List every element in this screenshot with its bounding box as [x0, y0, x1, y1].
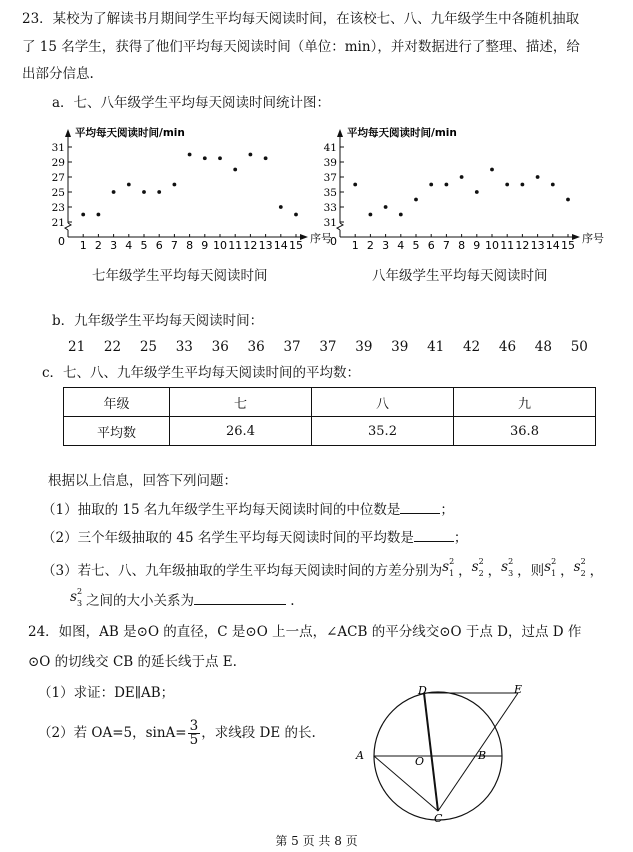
x-tick-label: 1 [79, 239, 87, 252]
x-tick-label: 11 [228, 239, 243, 252]
data-point [429, 183, 433, 187]
chart-grade8 [322, 125, 602, 255]
answer-intro: 根据以上信息，回答下列问题： [48, 473, 237, 489]
data-point [294, 213, 298, 217]
grade9-value: 46 [498, 339, 517, 355]
data-point [384, 205, 388, 209]
point-o-label: O [415, 755, 425, 768]
table-cell: 35.2 [312, 417, 454, 446]
q23-sub3-line2: s 2 3 之间的大小关系为 . [70, 587, 295, 609]
data-point [353, 183, 357, 187]
table-row [64, 388, 596, 417]
q23-sub3-then: ，则 [517, 563, 545, 579]
q23-stem-line3: 出部分信息. [22, 66, 94, 82]
point-b-label: B [478, 749, 487, 762]
grade9-value: 42 [462, 339, 481, 355]
q23-sub3: （3）若七、八、九年级抽取的学生平均每天阅读时间的方差分别为 s 2 1 ， s 2 2 ， s 2 3 ，则 s 2 1 ， s 2 2 ， [42, 557, 604, 579]
origin-label: 0 [330, 235, 337, 248]
data-point [142, 190, 146, 194]
chart7-caption: 七年级学生平均每天阅读时间 [92, 268, 268, 284]
circle-figure [340, 680, 550, 825]
q24-stem-line2: ⊙O 的切线交 CB 的延长线于点 E. [28, 654, 237, 670]
x-tick-label: 1 [351, 239, 359, 252]
x-tick-label: 5 [140, 239, 148, 252]
x-tick-label: 2 [94, 239, 102, 252]
x-tick-label: 3 [110, 239, 118, 252]
segment-ac [374, 756, 438, 811]
x-tick-label: 7 [442, 239, 450, 252]
y-tick-label: 33 [323, 202, 337, 214]
x-tick-label: 7 [170, 239, 178, 252]
grade9-value: 37 [283, 339, 301, 355]
y-tick-label: 21 [51, 217, 65, 229]
grade9-value: 33 [175, 339, 193, 355]
chart8-caption: 八年级学生平均每天阅读时间 [372, 268, 548, 284]
q23-sub2 [42, 528, 467, 547]
average-table [63, 387, 596, 446]
point-a-label: A [356, 749, 364, 762]
y-tick-label: 37 [323, 172, 337, 184]
data-point [264, 156, 268, 160]
x-tick-label: 6 [155, 239, 163, 252]
q24-sub1: （1）求证：DE∥AB； [38, 685, 175, 701]
data-point [173, 183, 177, 187]
fraction-denominator: 5 [189, 732, 199, 748]
data-point [249, 153, 253, 157]
fraction-numerator: 3 [189, 718, 199, 734]
axis-break [65, 223, 71, 230]
x-tick-label: 11 [500, 239, 515, 252]
origin-label: 0 [58, 235, 65, 248]
x-tick-label: 6 [427, 239, 435, 252]
y-tick-label: 41 [323, 142, 337, 154]
data-point [233, 168, 237, 172]
table-header-cell: 七 [170, 388, 312, 417]
data-point [127, 183, 131, 187]
data-point [521, 183, 525, 187]
grade9-value: 50 [570, 339, 588, 355]
q23-stem-line2: 了 15 名学生，获得了他们平均每天阅读时间（单位：min），并对数据进行了整理、描述，给 [22, 39, 580, 55]
y-axis-label: 平均每天阅读时间/min [347, 127, 457, 139]
grade9-value: 22 [103, 339, 122, 355]
fraction [188, 720, 201, 747]
q23-part-b: b．九年级学生平均每天阅读时间： [52, 313, 264, 329]
data-point [475, 190, 479, 194]
x-tick-label: 4 [397, 239, 405, 252]
x-tick-label: 5 [412, 239, 420, 252]
table-cell: 36.8 [454, 417, 596, 446]
q23-sub3-end: . [290, 593, 295, 609]
grade9-value: 39 [355, 339, 373, 355]
data-point [157, 190, 161, 194]
grade9-value: 37 [319, 339, 337, 355]
data-point [566, 198, 570, 202]
y-tick-label: 27 [51, 172, 65, 184]
x-tick-label: 14 [545, 239, 560, 252]
x-tick-label: 13 [530, 239, 545, 252]
q23-sub2-end: ； [453, 530, 468, 546]
q24-sub2 [38, 720, 316, 747]
x-tick-label: 9 [201, 239, 209, 252]
x-tick-label: 9 [473, 239, 481, 252]
data-point [460, 175, 464, 179]
q23-sub1-text: （1）抽取的 15 名九年级学生平均每天阅读时间的中位数是 [42, 502, 401, 518]
x-tick-label: 15 [561, 239, 575, 252]
grade9-value: 36 [247, 339, 265, 355]
x-tick-label: 12 [515, 239, 530, 252]
data-point [81, 213, 85, 217]
data-point [279, 205, 283, 209]
y-axis-arrow [65, 129, 71, 137]
q24-stem-line1: 24．如图，AB 是⊙O 的直径，C 是⊙O 上一点，∠ACB 的平分线交⊙O 于点 D，过点 D 作 [28, 624, 582, 640]
data-point [369, 213, 373, 217]
grade9-value: 41 [427, 339, 445, 355]
data-point [399, 213, 403, 217]
y-axis-arrow [337, 129, 343, 137]
q23-part-c: c．七、八、九年级学生平均每天阅读时间的平均数： [42, 365, 361, 381]
x-axis-label: 序号 [310, 232, 332, 245]
q23-stem-line1: 23．某校为了解读书月期间学生平均每天阅读时间，在该校七、八、九年级学生中各随机抽取 [22, 11, 580, 27]
q23-sub1 [42, 500, 454, 519]
answer-blank [194, 591, 286, 605]
data-point [97, 213, 101, 217]
x-tick-label: 12 [243, 239, 258, 252]
table-cell: 26.4 [170, 417, 312, 446]
point-d-label: D [418, 684, 427, 697]
axis-break [337, 223, 343, 230]
answer-blank [414, 528, 454, 542]
grade9-value: 36 [211, 339, 229, 355]
grade9-value: 21 [68, 339, 86, 355]
y-tick-label: 23 [51, 202, 65, 214]
answer-blank [400, 500, 440, 514]
table-header-cell: 九 [454, 388, 596, 417]
y-tick-label: 35 [323, 187, 337, 199]
data-point [112, 190, 116, 194]
q23-sub3-text: （3）若七、八、九年级抽取的学生平均每天阅读时间的方差分别为 [42, 563, 443, 579]
q23-part-a: a．七、八年级学生平均每天阅读时间统计图： [52, 95, 331, 111]
x-tick-label: 14 [273, 239, 288, 252]
y-tick-label: 29 [51, 157, 65, 169]
q23-sub3-relation: 之间的大小关系为 [86, 593, 194, 609]
x-tick-label: 10 [213, 239, 227, 252]
table-cell: 平均数 [64, 417, 170, 446]
q24-sub2-end: ，求线段 DE 的长. [201, 725, 316, 741]
segment-dc [424, 693, 438, 811]
table-row [64, 417, 596, 446]
x-tick-label: 13 [258, 239, 273, 252]
x-tick-label: 2 [366, 239, 374, 252]
y-tick-label: 31 [51, 142, 65, 154]
x-tick-label: 3 [382, 239, 390, 252]
x-tick-label: 8 [458, 239, 466, 252]
table-header-cell: 八 [312, 388, 454, 417]
x-tick-label: 8 [186, 239, 194, 252]
y-tick-label: 39 [323, 157, 337, 169]
grade9-value: 39 [391, 339, 409, 355]
y-tick-label: 25 [51, 187, 65, 199]
point-c-label: C [434, 812, 443, 825]
y-tick-label: 31 [323, 217, 337, 229]
y-axis-label: 平均每天阅读时间/min [75, 127, 185, 139]
data-point [536, 175, 540, 179]
table-header-cell: 年级 [64, 388, 170, 417]
x-tick-label: 4 [125, 239, 133, 252]
data-point [490, 168, 494, 172]
grade9-value: 25 [139, 339, 157, 355]
data-point [218, 156, 222, 160]
data-point [414, 198, 418, 202]
q24-sub2-text: （2）若 OA=5，sinA= [38, 725, 187, 741]
q23-sub1-end: ； [440, 502, 454, 518]
data-point [551, 183, 555, 187]
x-tick-label: 10 [485, 239, 499, 252]
x-axis-label: 序号 [582, 232, 604, 245]
data-point [505, 183, 509, 187]
grade9-value: 48 [534, 339, 552, 355]
data-point [188, 153, 192, 157]
grade9-values [68, 338, 588, 356]
x-tick-label: 15 [289, 239, 303, 252]
data-point [203, 156, 207, 160]
page-footer: 第 5 页 共 8 页 [275, 834, 358, 848]
data-point [445, 183, 449, 187]
point-e-label: E [514, 683, 523, 696]
q23-sub2-text: （2）三个年级抽取的 45 名学生平均每天阅读时间的平均数是 [42, 530, 414, 546]
